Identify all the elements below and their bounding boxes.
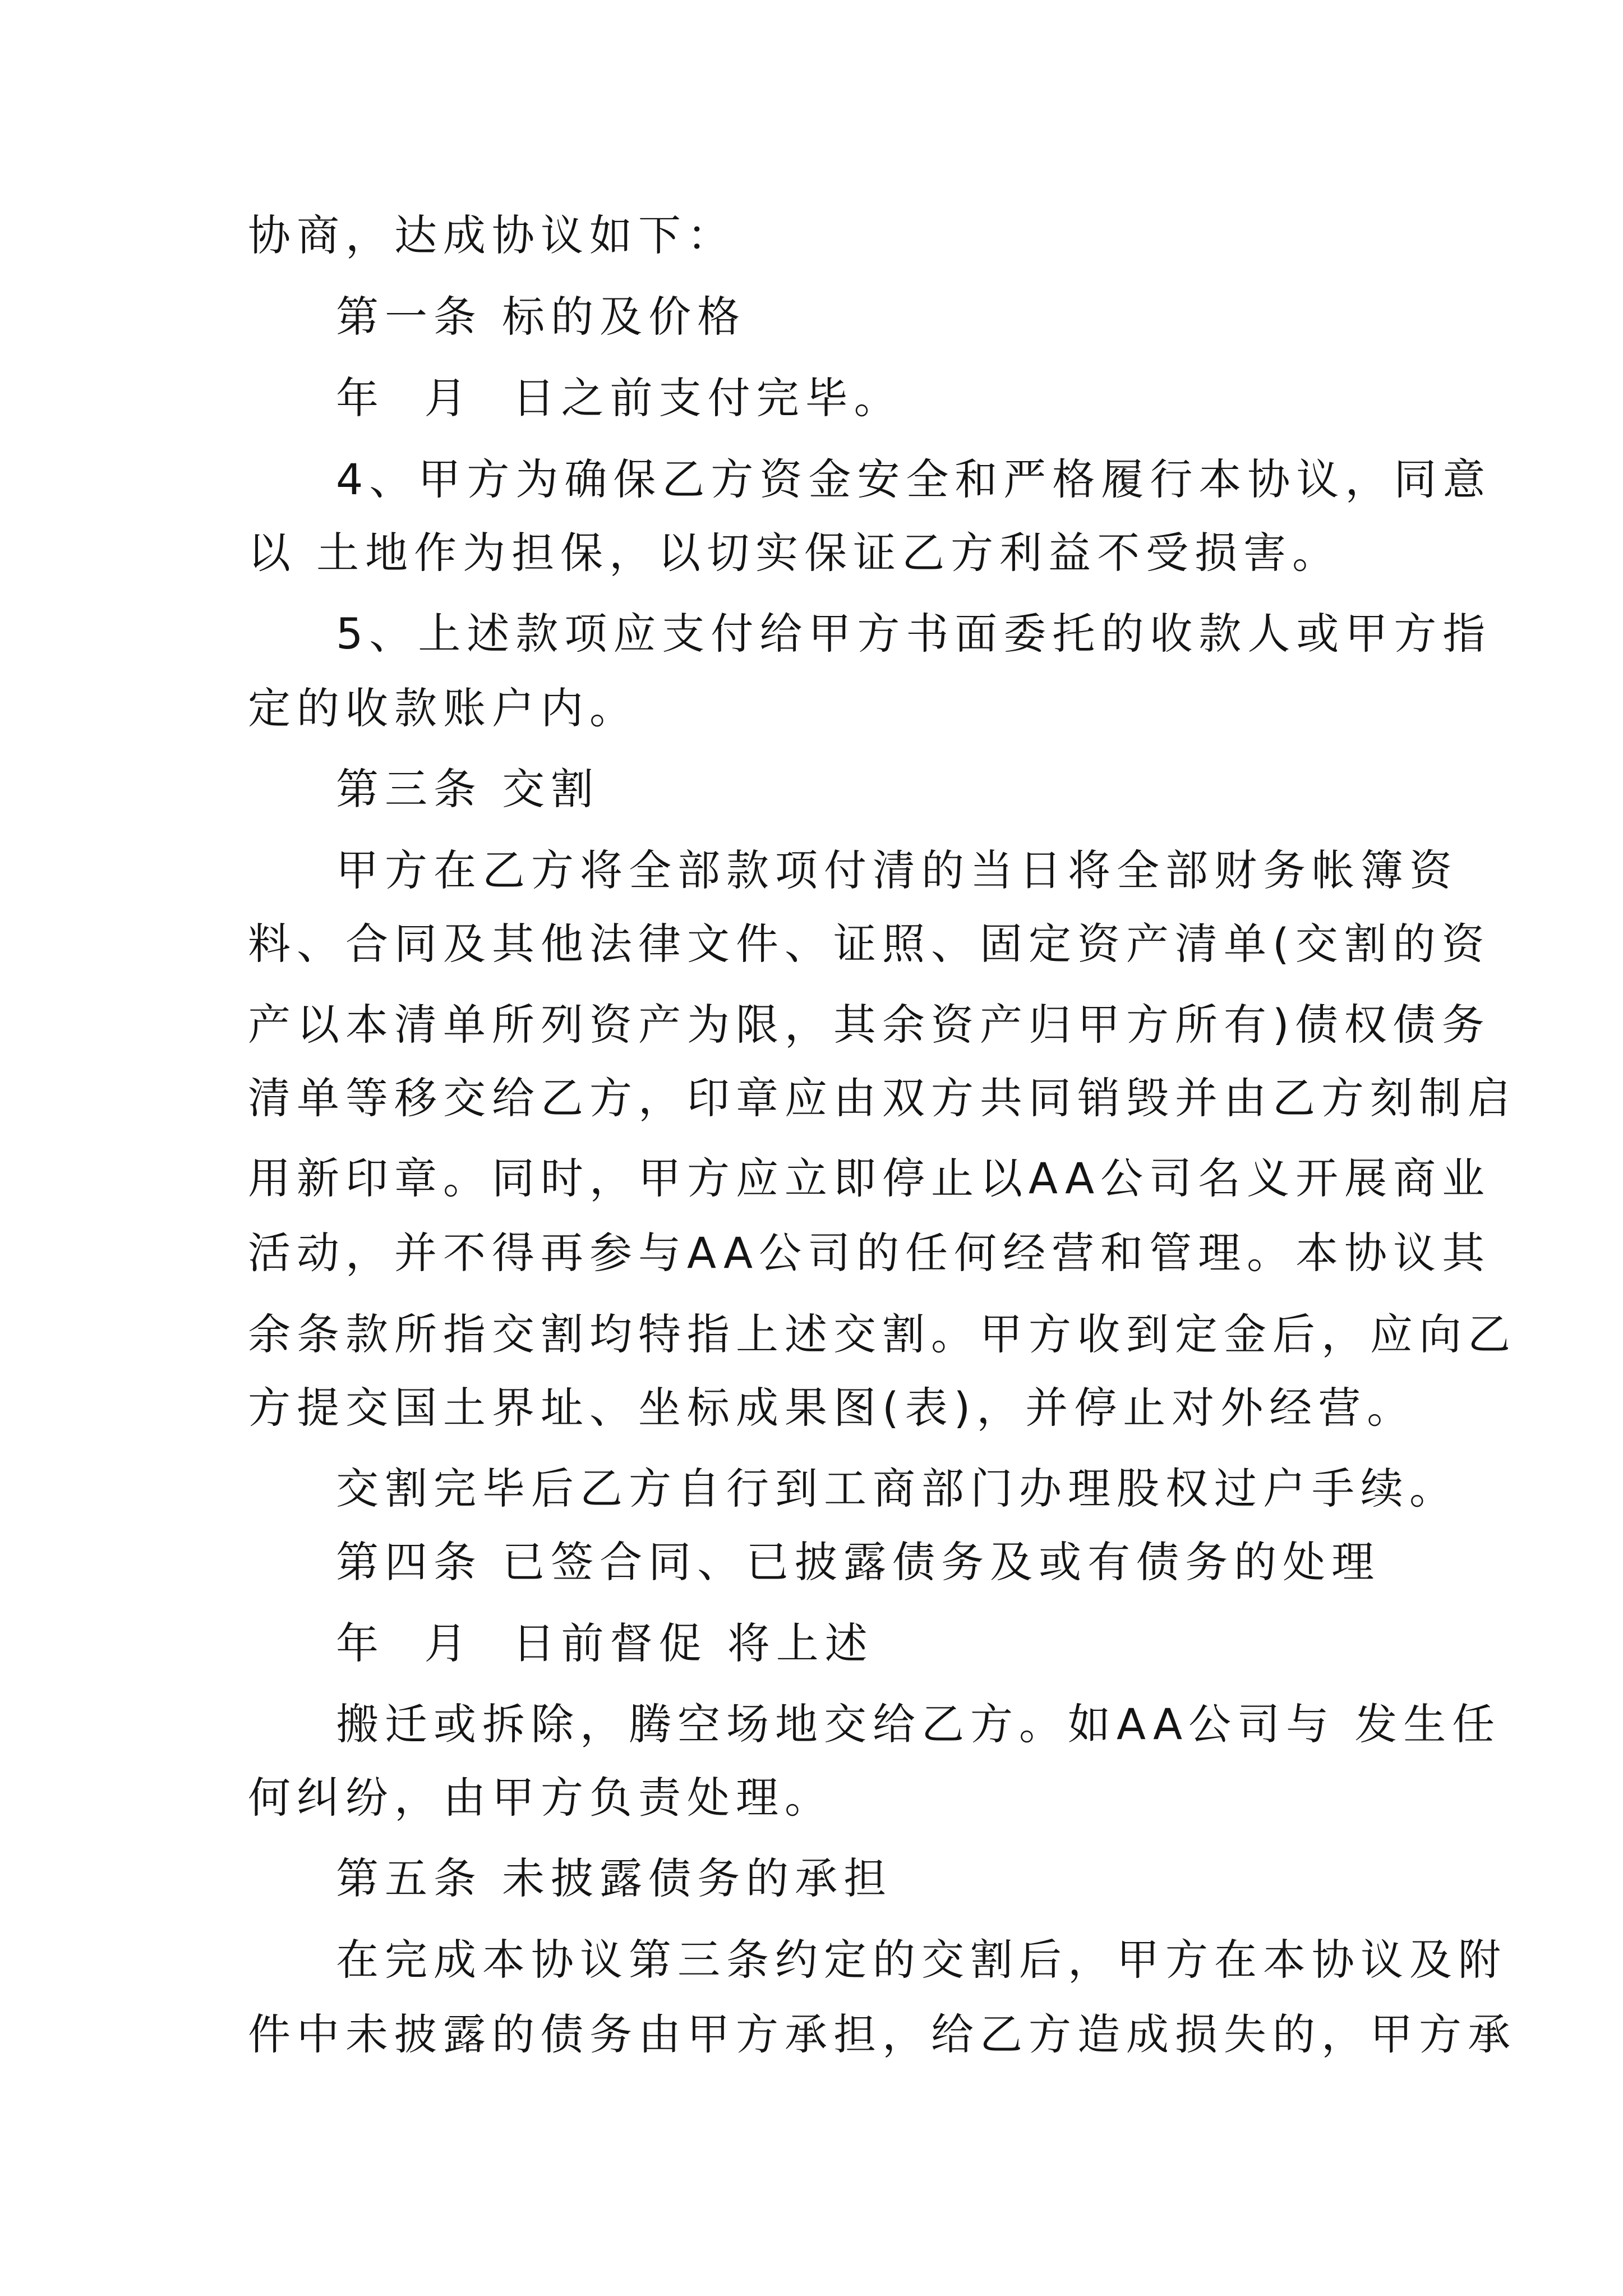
- text-line: 清单等移交给乙方，印章应由双方共同销毁并由乙方刻制启: [248, 1073, 1516, 1123]
- text-line: 甲方在乙方将全部款项付清的当日将全部财务帐簿资: [336, 845, 1458, 895]
- text-line: 5、上述款项应支付给甲方书面委托的收款人或甲方指: [336, 609, 1492, 659]
- text-line: 产以本清单所列资产为限，其余资产归甲方所有)债权债务: [248, 1000, 1491, 1050]
- text-line: 用新印章。同时，甲方应立即停止以AA公司名义开展商业: [248, 1153, 1491, 1203]
- article-heading: 第四条 已签合同、已披露债务及或有债务的处理: [336, 1537, 1381, 1587]
- text-line: 何纠纷，由甲方负责处理。: [248, 1773, 833, 1823]
- text-line: 活动，并不得再参与AA公司的任何经营和管理。本协议其: [248, 1228, 1491, 1278]
- article-heading: 第五条 未披露债务的承担: [336, 1853, 893, 1903]
- article-heading: 第三条 交割: [336, 764, 600, 814]
- text-line: 搬迁或拆除，腾空场地交给乙方。如AA公司与 发生任: [336, 1699, 1501, 1749]
- text-line: 余条款所指交割均特指上述交割。甲方收到定金后，应向乙: [248, 1309, 1516, 1359]
- article-heading: 第一条 标的及价格: [336, 292, 746, 342]
- text-line: 年 月 日之前支付完毕。: [336, 373, 903, 423]
- text-line: 协商，达成协议如下：: [248, 210, 736, 260]
- text-line: 在完成本协议第三条约定的交割后，甲方在本协议及附: [336, 1935, 1507, 1985]
- text-line: 件中未披露的债务由甲方承担，给乙方造成损失的，甲方承: [248, 2009, 1516, 2059]
- text-line: 方提交国土界址、坐标成果图(表)，并停止对外经营。: [248, 1383, 1416, 1433]
- text-line: 料、合同及其他法律文件、证照、固定资产清单(交割的资: [248, 919, 1491, 969]
- text-line: 交割完毕后乙方自行到工商部门办理股权过户手续。: [336, 1464, 1458, 1513]
- text-line: 定的收款账户内。: [248, 683, 638, 733]
- text-line: 以 土地作为担保，以切实保证乙方利益不受损害。: [248, 528, 1341, 578]
- text-line: 4、甲方为确保乙方资金安全和严格履行本协议，同意: [336, 454, 1492, 504]
- text-line: 年 月 日前督促 将上述: [336, 1618, 874, 1668]
